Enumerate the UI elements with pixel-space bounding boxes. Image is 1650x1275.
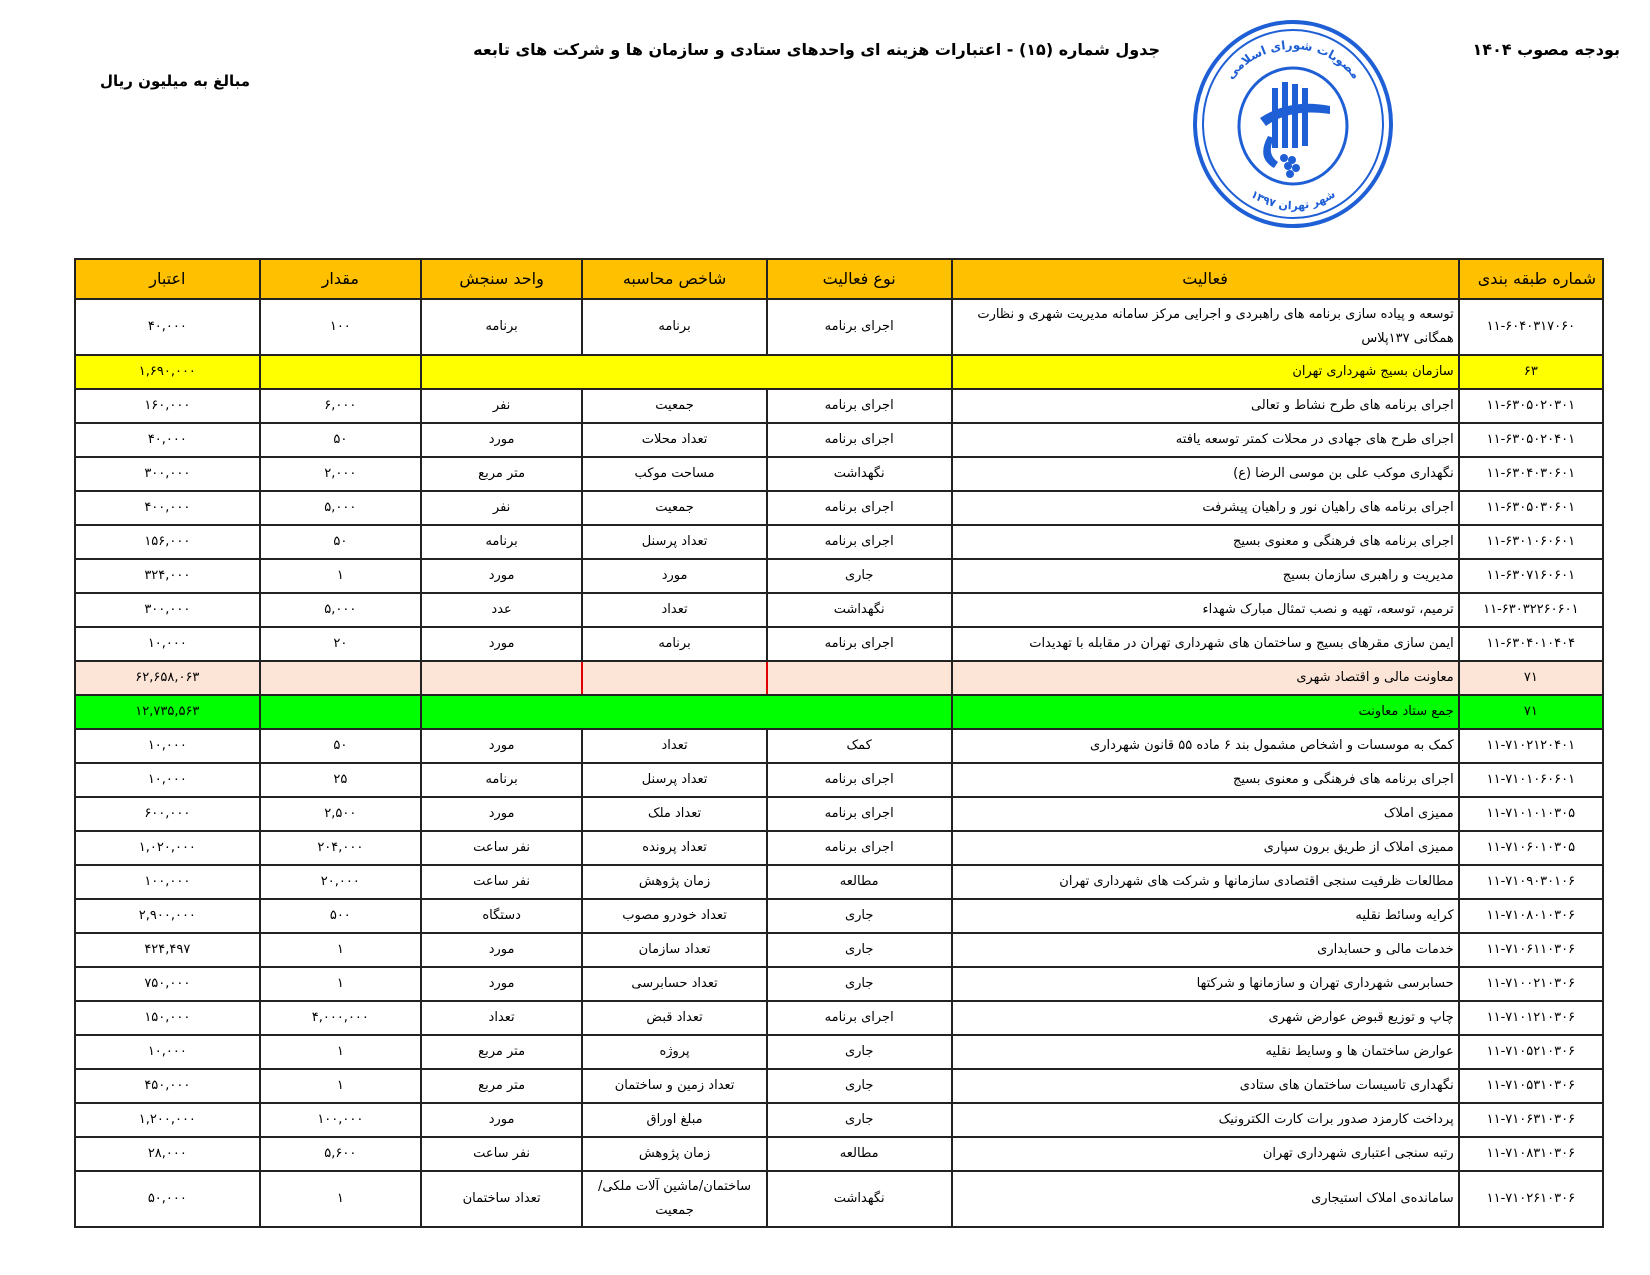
cell-activity: اجرای طرح های جهادی در محلات کمتر توسعه یافته <box>952 423 1459 457</box>
cell-code: ۱۱-۶۳۰۱۰۶۰۶۰۱ <box>1459 525 1603 559</box>
cell-type: اجرای برنامه <box>767 627 952 661</box>
cell-type: اجرای برنامه <box>767 389 952 423</box>
cell-index: زمان پژوهش <box>582 865 767 899</box>
table-row <box>75 1171 1603 1227</box>
table-row <box>75 1137 1603 1171</box>
cell-activity: پرداخت کارمزد صدور برات کارت الکترونیک <box>952 1103 1459 1137</box>
unit-note: مبالغ به میلیون ریال <box>100 72 251 90</box>
table-row <box>75 389 1603 423</box>
cell-code: ۱۱-۷۱۰۵۲۱۰۳۰۶ <box>1459 1035 1603 1069</box>
cell-activity: اجرای برنامه های فرهنگی و معنوی بسیج <box>952 763 1459 797</box>
cell-credit: ۳۰۰,۰۰۰ <box>75 457 260 491</box>
cell-code: ۶۳ <box>1459 355 1603 389</box>
col-header-type: نوع فعالیت <box>767 259 952 299</box>
cell-type: اجرای برنامه <box>767 1001 952 1035</box>
cell-credit: ۶۰۰,۰۰۰ <box>75 797 260 831</box>
cell-activity: ایمن سازی مقرهای بسیج و ساختمان های شهرداری تهران در مقابله با تهدیدات <box>952 627 1459 661</box>
cell-index: مورد <box>582 559 767 593</box>
cell-quantity: ۱ <box>260 1069 421 1103</box>
table-row <box>75 729 1603 763</box>
cell-quantity: ۵۰ <box>260 729 421 763</box>
cell-index: تعداد پرسنل <box>582 525 767 559</box>
cell-credit: ۴۰,۰۰۰ <box>75 423 260 457</box>
cell-unit: عدد <box>421 593 582 627</box>
cell-type: مطالعه <box>767 865 952 899</box>
table-row <box>75 1035 1603 1069</box>
cell-quantity: ۱ <box>260 933 421 967</box>
cell-activity: سازمان بسیج شهرداری تهران <box>952 355 1459 389</box>
table-row <box>75 797 1603 831</box>
cell-credit: ۱۰,۰۰۰ <box>75 627 260 661</box>
cell-index: تعداد ملک <box>582 797 767 831</box>
cell-activity: کرایه وسائط نقلیه <box>952 899 1459 933</box>
cell-activity: اجرای برنامه های طرح نشاط و تعالی <box>952 389 1459 423</box>
cell-code: ۷۱ <box>1459 661 1603 695</box>
cell-index: برنامه <box>582 299 767 355</box>
cell-index: برنامه <box>582 627 767 661</box>
table-row <box>75 1001 1603 1035</box>
cell-unit: مورد <box>421 1103 582 1137</box>
cell-activity: کمک به موسسات و اشخاص مشمول بند ۶ ماده ۵۵ قانون شهرداری <box>952 729 1459 763</box>
cell-type: اجرای برنامه <box>767 423 952 457</box>
cell-code: ۱۱-۷۱۰۶۰۱۰۳۰۵ <box>1459 831 1603 865</box>
cell-credit: ۱,۶۹۰,۰۰۰ <box>75 355 260 389</box>
cell-code: ۱۱-۷۱۰۲۶۱۰۳۰۶ <box>1459 1171 1603 1227</box>
cell-index: جمعیت <box>582 389 767 423</box>
cell-index: زمان پژوهش <box>582 1137 767 1171</box>
cell-unit: دستگاه <box>421 899 582 933</box>
cell-code: ۱۱-۶۳۰۵۰۲۰۴۰۱ <box>1459 423 1603 457</box>
cell-activity: معاونت مالی و اقتصاد شهری <box>952 661 1459 695</box>
cell-activity: ممیزی املاک <box>952 797 1459 831</box>
table-row-subtotal <box>75 661 1603 695</box>
cell-credit: ۱۲,۷۳۵,۵۶۳ <box>75 695 260 729</box>
cell-index: تعداد پرونده <box>582 831 767 865</box>
table-row <box>75 559 1603 593</box>
cell-type: مطالعه <box>767 1137 952 1171</box>
cell-unit: نفر <box>421 389 582 423</box>
cell-credit: ۴۰,۰۰۰ <box>75 299 260 355</box>
cell-type <box>767 661 952 695</box>
cell-activity: اجرای برنامه های فرهنگی و معنوی بسیج <box>952 525 1459 559</box>
cell-activity: خدمات مالی و حسابداری <box>952 933 1459 967</box>
cell-index: تعداد محلات <box>582 423 767 457</box>
cell-code: ۱۱-۷۱۰۲۱۲۰۴۰۱ <box>1459 729 1603 763</box>
cell-activity: ترمیم، توسعه، تهیه و نصب تمثال مبارک شهداء <box>952 593 1459 627</box>
table-row <box>75 865 1603 899</box>
cell-unit: نفر ساعت <box>421 831 582 865</box>
cell-credit: ۴۵۰,۰۰۰ <box>75 1069 260 1103</box>
cell-credit: ۲۸,۰۰۰ <box>75 1137 260 1171</box>
table-row <box>75 967 1603 1001</box>
cell-unit <box>421 661 582 695</box>
cell-quantity <box>260 355 421 389</box>
cell-credit: ۱۵۰,۰۰۰ <box>75 1001 260 1035</box>
page-title: جدول شماره (۱۵) - اعتبارات هزینه ای واحدهای ستادی و سازمان ها و شرکت های تابعه <box>473 40 1160 59</box>
cell-quantity <box>260 661 421 695</box>
cell-activity: نگهداری تاسیسات ساختمان های ستادی <box>952 1069 1459 1103</box>
cell-type: نگهداشت <box>767 457 952 491</box>
cell-code: ۱۱-۶۳۰۴۰۱۰۴۰۴ <box>1459 627 1603 661</box>
cell-quantity: ۲۰,۰۰۰ <box>260 865 421 899</box>
cell-quantity: ۵,۰۰۰ <box>260 491 421 525</box>
table-row <box>75 899 1603 933</box>
cell-credit: ۵۰,۰۰۰ <box>75 1171 260 1227</box>
table-row <box>75 933 1603 967</box>
cell-credit: ۱۰,۰۰۰ <box>75 729 260 763</box>
cell-unit: تعداد ساختمان <box>421 1171 582 1227</box>
svg-text:شهر تهران ۱۳۹۷ <box>1248 188 1337 213</box>
cell-quantity <box>260 695 421 729</box>
cell-quantity: ۲,۰۰۰ <box>260 457 421 491</box>
cell-index: تعداد سازمان <box>582 933 767 967</box>
table-row <box>75 423 1603 457</box>
col-header-unit: واحد سنجش <box>421 259 582 299</box>
cell-quantity: ۵,۰۰۰ <box>260 593 421 627</box>
table-row <box>75 525 1603 559</box>
cell-unit: مورد <box>421 797 582 831</box>
cell-quantity: ۱ <box>260 1035 421 1069</box>
cell-activity: اجرای برنامه های راهیان نور و راهیان پیشرفت <box>952 491 1459 525</box>
cell-credit: ۳۲۴,۰۰۰ <box>75 559 260 593</box>
cell-credit: ۱,۰۲۰,۰۰۰ <box>75 831 260 865</box>
table-header-row <box>75 259 1603 299</box>
seal-text-bottom: شهر تهران ۱۳۹۷ <box>1248 187 1338 213</box>
cell-code: ۱۱-۷۱۰۸۰۱۰۳۰۶ <box>1459 899 1603 933</box>
cell-code: ۷۱ <box>1459 695 1603 729</box>
cell-index: تعداد زمین و ساختمان <box>582 1069 767 1103</box>
cell-unit: مورد <box>421 559 582 593</box>
cell-credit: ۴۲۴,۴۹۷ <box>75 933 260 967</box>
cell-unit: متر مربع <box>421 457 582 491</box>
cell-activity: ممیزی املاک از طریق برون سپاری <box>952 831 1459 865</box>
cell-credit: ۷۵۰,۰۰۰ <box>75 967 260 1001</box>
cell-type: جاری <box>767 1035 952 1069</box>
cell-credit: ۱۵۶,۰۰۰ <box>75 525 260 559</box>
cell-code: ۱۱-۷۱۰۶۱۱۰۳۰۶ <box>1459 933 1603 967</box>
budget-label: بودجه مصوب ۱۴۰۴ <box>1472 40 1620 59</box>
cell-credit: ۱,۲۰۰,۰۰۰ <box>75 1103 260 1137</box>
table-row <box>75 831 1603 865</box>
cell-credit: ۱۶۰,۰۰۰ <box>75 389 260 423</box>
cell-unit: نفر <box>421 491 582 525</box>
cell-quantity: ۱ <box>260 559 421 593</box>
cell-merged <box>421 695 952 729</box>
cell-quantity: ۲,۵۰۰ <box>260 797 421 831</box>
cell-quantity: ۵۰ <box>260 423 421 457</box>
cell-unit: برنامه <box>421 525 582 559</box>
cell-index: تعداد حسابرسی <box>582 967 767 1001</box>
cell-unit: برنامه <box>421 763 582 797</box>
cell-quantity: ۵۰۰ <box>260 899 421 933</box>
cell-quantity: ۲۰ <box>260 627 421 661</box>
budget-table <box>74 258 1604 1228</box>
cell-code: ۱۱-۷۱۰۶۳۱۰۳۰۶ <box>1459 1103 1603 1137</box>
cell-quantity: ۱ <box>260 1171 421 1227</box>
cell-index: جمعیت <box>582 491 767 525</box>
cell-quantity: ۵,۶۰۰ <box>260 1137 421 1171</box>
cell-unit: برنامه <box>421 299 582 355</box>
cell-credit: ۶۲,۶۵۸,۰۶۳ <box>75 661 260 695</box>
cell-credit: ۳۰۰,۰۰۰ <box>75 593 260 627</box>
col-header-activity: فعالیت <box>952 259 1459 299</box>
cell-unit: مورد <box>421 729 582 763</box>
cell-type: جاری <box>767 1103 952 1137</box>
cell-code: ۱۱-۷۱۰۱۰۱۰۳۰۵ <box>1459 797 1603 831</box>
table-row <box>75 1069 1603 1103</box>
cell-code: ۱۱-۷۱۰۱۲۱۰۳۰۶ <box>1459 1001 1603 1035</box>
cell-quantity: ۱۰۰ <box>260 299 421 355</box>
cell-quantity: ۲۵ <box>260 763 421 797</box>
table-row <box>75 627 1603 661</box>
cell-type: جاری <box>767 933 952 967</box>
cell-type: جاری <box>767 899 952 933</box>
col-header-index: شاخص محاسبه <box>582 259 767 299</box>
cell-type: اجرای برنامه <box>767 525 952 559</box>
cell-quantity: ۲۰۴,۰۰۰ <box>260 831 421 865</box>
cell-type: اجرای برنامه <box>767 797 952 831</box>
cell-code: ۱۱-۶۰۴۰۳۱۷۰۶۰ <box>1459 299 1603 355</box>
cell-unit: متر مربع <box>421 1035 582 1069</box>
cell-activity: جمع ستاد معاونت <box>952 695 1459 729</box>
cell-index: تعداد خودرو مصوب <box>582 899 767 933</box>
cell-unit: مورد <box>421 967 582 1001</box>
cell-index: مبلغ اوراق <box>582 1103 767 1137</box>
table-row <box>75 299 1603 355</box>
col-header-quantity: مقدار <box>260 259 421 299</box>
cell-code: ۱۱-۷۱۰۹۰۳۰۱۰۶ <box>1459 865 1603 899</box>
seal-text-top: مصوبات شورای اسلامی <box>1223 37 1363 82</box>
cell-unit: نفر ساعت <box>421 1137 582 1171</box>
cell-code: ۱۱-۷۱۰۸۳۱۰۳۰۶ <box>1459 1137 1603 1171</box>
cell-credit: ۱۰,۰۰۰ <box>75 763 260 797</box>
cell-quantity: ۴,۰۰۰,۰۰۰ <box>260 1001 421 1035</box>
table-row <box>75 763 1603 797</box>
cell-activity: مدیریت و راهبری سازمان بسیج <box>952 559 1459 593</box>
cell-index: ساختمان/ماشین آلات ملکی/جمعیت <box>582 1171 767 1227</box>
cell-index: تعداد پرسنل <box>582 763 767 797</box>
cell-type: جاری <box>767 967 952 1001</box>
cell-quantity: ۵۰ <box>260 525 421 559</box>
cell-activity: عوارض ساختمان ها و وسایط نقلیه <box>952 1035 1459 1069</box>
cell-activity: حسابرسی شهرداری تهران و سازمانها و شرکتها <box>952 967 1459 1001</box>
cell-code: ۱۱-۶۳۰۴۰۳۰۶۰۱ <box>1459 457 1603 491</box>
col-header-credit: اعتبار <box>75 259 260 299</box>
cell-index: تعداد قبض <box>582 1001 767 1035</box>
cell-code: ۱۱-۷۱۰۰۲۱۰۳۰۶ <box>1459 967 1603 1001</box>
table-row <box>75 593 1603 627</box>
cell-unit: مورد <box>421 933 582 967</box>
cell-type: جاری <box>767 559 952 593</box>
cell-activity: سامانده‌ی املاک استیجاری <box>952 1171 1459 1227</box>
cell-index: تعداد <box>582 593 767 627</box>
cell-code: ۱۱-۷۱۰۵۳۱۰۳۰۶ <box>1459 1069 1603 1103</box>
cell-credit: ۲,۹۰۰,۰۰۰ <box>75 899 260 933</box>
cell-index <box>582 661 767 695</box>
cell-type: اجرای برنامه <box>767 299 952 355</box>
cell-credit: ۱۰۰,۰۰۰ <box>75 865 260 899</box>
cell-quantity: ۱۰۰,۰۰۰ <box>260 1103 421 1137</box>
col-header-code: شماره طبقه بندی <box>1459 259 1603 299</box>
cell-code: ۱۱-۷۱۰۱۰۶۰۶۰۱ <box>1459 763 1603 797</box>
cell-code: ۱۱-۶۳۰۵۰۳۰۶۰۱ <box>1459 491 1603 525</box>
cell-unit: متر مربع <box>421 1069 582 1103</box>
cell-index: مساحت موکب <box>582 457 767 491</box>
cell-type: نگهداشت <box>767 593 952 627</box>
table-row <box>75 457 1603 491</box>
cell-activity: توسعه و پیاده سازی برنامه های راهبردی و اجرایی مرکز سامانه مدیریت شهری و نظارت همگانی ۱۳۷پلاس <box>952 299 1459 355</box>
cell-credit: ۱۰,۰۰۰ <box>75 1035 260 1069</box>
cell-type: نگهداشت <box>767 1171 952 1227</box>
table-row-subtotal <box>75 695 1603 729</box>
cell-activity: نگهداری موکب علی بن موسی الرضا (ع) <box>952 457 1459 491</box>
cell-unit: مورد <box>421 627 582 661</box>
cell-activity: رتبه سنجی اعتباری شهرداری تهران <box>952 1137 1459 1171</box>
cell-index: پروژه <box>582 1035 767 1069</box>
cell-code: ۱۱-۶۳۰۵۰۲۰۳۰۱ <box>1459 389 1603 423</box>
cell-quantity: ۱ <box>260 967 421 1001</box>
council-seal-logo <box>1190 18 1396 230</box>
cell-type: اجرای برنامه <box>767 491 952 525</box>
cell-activity: چاپ و توزیع قبوض عوارض شهری <box>952 1001 1459 1035</box>
table-row <box>75 491 1603 525</box>
cell-code: ۱۱-۶۳۰۳۲۲۶۰۶۰۱ <box>1459 593 1603 627</box>
cell-index: تعداد <box>582 729 767 763</box>
table-row <box>75 1103 1603 1137</box>
cell-merged <box>421 355 952 389</box>
cell-code: ۱۱-۶۳۰۷۱۶۰۶۰۱ <box>1459 559 1603 593</box>
cell-unit: نفر ساعت <box>421 865 582 899</box>
cell-type: جاری <box>767 1069 952 1103</box>
cell-type: اجرای برنامه <box>767 831 952 865</box>
cell-unit: تعداد <box>421 1001 582 1035</box>
cell-credit: ۴۰۰,۰۰۰ <box>75 491 260 525</box>
cell-type: کمک <box>767 729 952 763</box>
table-row-subtotal <box>75 355 1603 389</box>
cell-type: اجرای برنامه <box>767 763 952 797</box>
cell-quantity: ۶,۰۰۰ <box>260 389 421 423</box>
cell-activity: مطالعات ظرفیت سنجی اقتصادی سازمانها و شرکت های شهرداری تهران <box>952 865 1459 899</box>
cell-unit: مورد <box>421 423 582 457</box>
